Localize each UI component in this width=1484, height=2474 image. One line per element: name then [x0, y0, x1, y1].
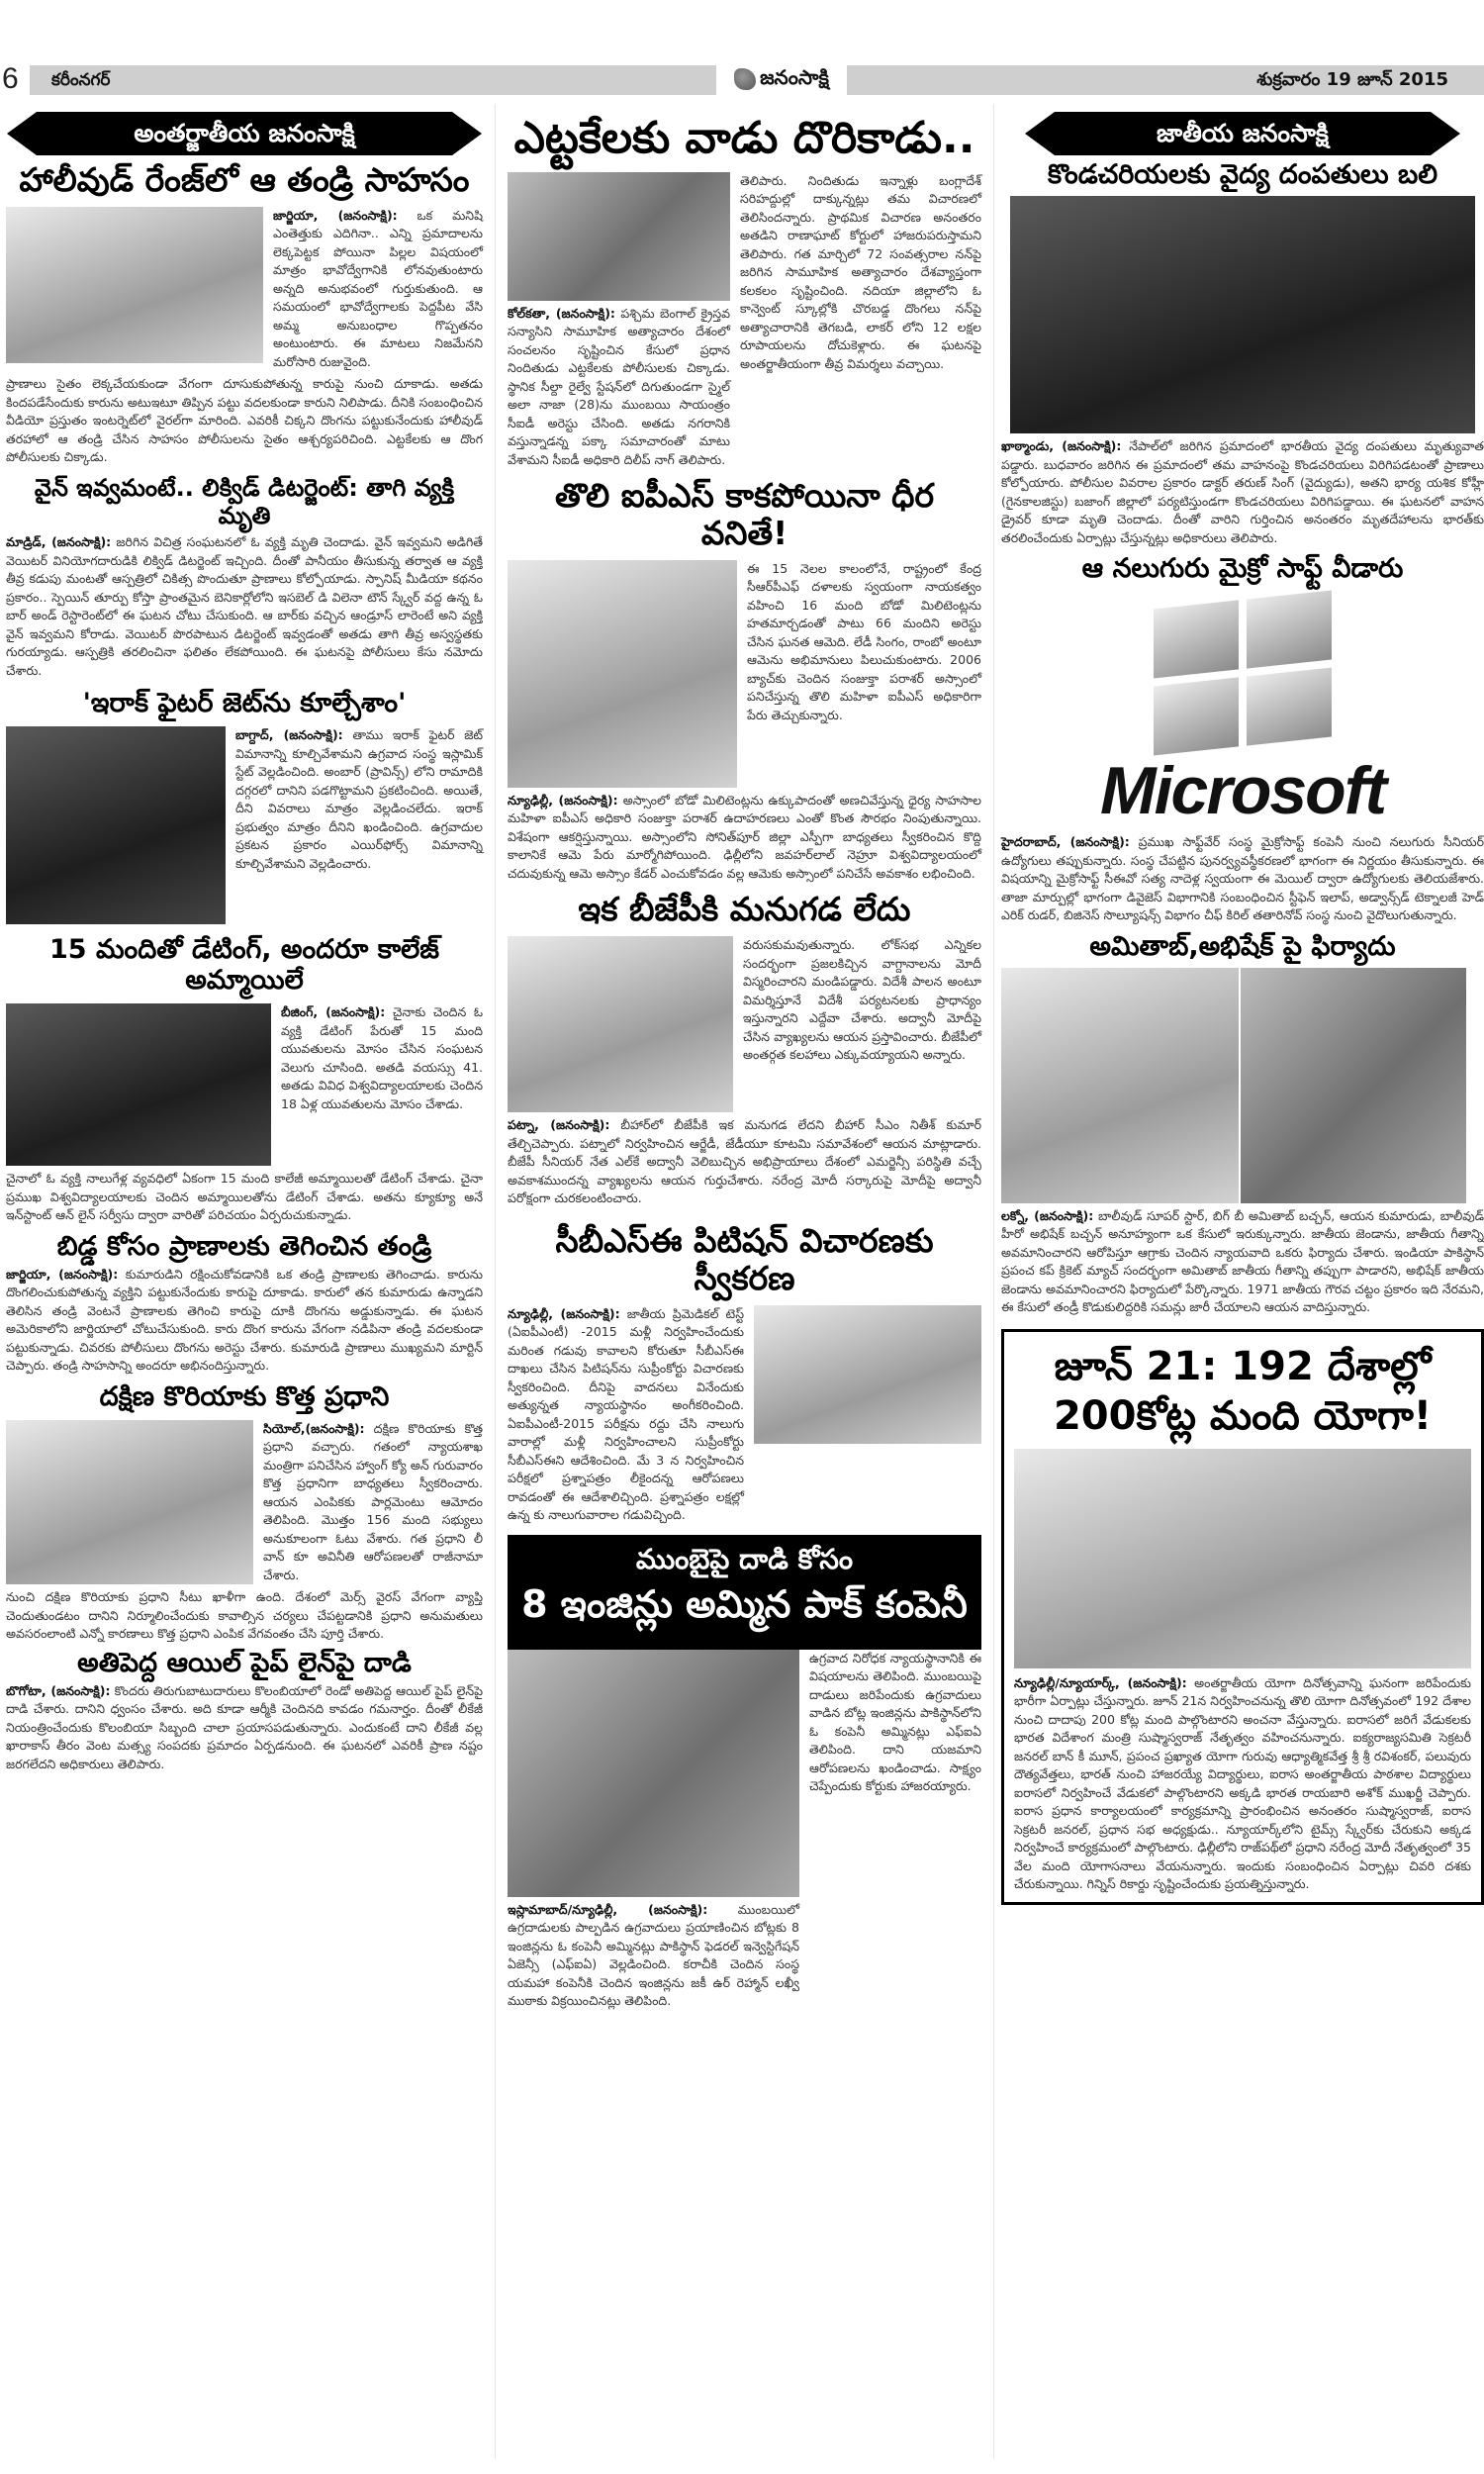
photo-nitish-kumar	[508, 936, 733, 1112]
dateline: జార్జియా, (జనంసాక్షి):	[6, 1266, 119, 1282]
article-text: తాము ఇరాక్ ఫైటర్ జెట్ విమానాన్ని కూల్చివేశామని ఉగ్రవాద సంస్థ ఇస్లామిక్ స్టేట్ వెల్లడించింది. అంబార్ (ప్రావిన్స్) లోని రామాదికి దగ్గరలో దానిని పడగొట్టామని ప్రకటించింది. అయితే, దీని వివరాలు మాత్రం వెల్లడించలేదు. ఇరాక్ ప్రభుత్వం మాత్రం దీనిని ఖండించింది. ఉగ్రవాదుల ప్రకటన ప్రకారం ఎయిర్‌ఫోర్స్ విమానాన్ని కూల్చివేశామని వెల్లడించారు.	[235, 727, 484, 871]
article-dating-15	[6, 934, 483, 1225]
photo-rajpath-yoga-prep	[1014, 1449, 1471, 1668]
article-wine-detergent	[6, 475, 483, 680]
section-banner-international: అంతర్జాతీయ జనంసాక్షి	[37, 112, 452, 155]
article-text: ఒక మనిషి ఎంతెత్తుకు ఎదిగినా.. ఎన్ని ప్రమాదాలను లెక్కపెట్టక పోయినా పిల్లల విషయంలో మాత్రం భావోద్వేగానికి లోనవుతుంటారు అన్నది అనుభవంలో గుర్తుకుతుంది. ఆ సమయంలో భావోద్వేగాలకు పెద్దపీట వేసి అమ్మ అనుబంధాల గొప్పతనం అంటుంటారు. ఈ మాటలు నిజమేనని మరోసారి రుజువైంది.	[273, 207, 483, 369]
article-text: కుమారుడిని రక్షించుకోవడానికి ఒక తండ్రి ప్రాణాలకు తెగించాడు. కారును దొంగలించుకుపోతున్న వ్యక్తిని పట్టుకునేందుకు కారుపై దూకాడు. కారులో తన కుమారుడు ఉన్నాడని తెలిసిన తండ్రి వెంటనే ప్రాణాలకు తెగించి కారుపై దూకి దొంగను అడ్డుకున్నాడు. ఈ ఘటన అమెరికాలోని జార్జియాలో చోటుచేసుకుంది. కారు దొంగ కారును వేగంగా నడిపినా తండ్రి వదలకుండా పట్టుకున్నాడు. చివరకు పోలీసులు దొంగను అరెస్టు చేశారు. కుమారుడి ప్రాణాలు ముఖ్యమని మార్టిన్ చెప్పారు. తండ్రి సాహసాన్ని అందరూ అభినందిస్తున్నారు.	[6, 1266, 483, 1374]
article-yoga-day	[1001, 1329, 1484, 1905]
article-text: ఈ 15 నెలల కాలంలోనే, రాష్ట్రంలో కేంద్ర సీఆర్‌పీఎఫ్ దళాలకు స్వయంగా నాయకత్వం వహించి 16 మంది బోడో మిలిటెంట్లను హతమార్చడంతో పాటు 66 మందిని అరెస్టు చేసిన ఘనత ఆమెది. లేడీ సింగం, రాంబో అంటూ ఆమెను అభిమానులు పిలుచుకుంటారు. 2006 బ్యాచ్‌కు చెందిన సంజుక్తా పరాశర్ అస్సాంలో పనిచేస్తున్న తొలి మహిళా ఐపీఎస్ అధికారిగా పేరు తెచ్చుకున్నారు.	[747, 560, 981, 722]
article-text: చైనాలో ఓ వ్యక్తి నాలుగేళ్ల వ్యవధిలో ఏకంగా 15 మంది కాలేజీ అమ్మాయిలతో డేటింగ్ చేశాడు. చైనా ప్రముఖ విశ్వవిద్యాలయాలకు చెందిన అమ్మాయిలతోను డేటింగ్ చేశాడు. అతను క్యూక్యూ అనే ఇన్‌స్టాంట్ ఆన్ లైన్ సర్వీసు ద్వారా వారితో పరిచయం ఏర్పరుచుకున్నాడు.	[6, 1171, 483, 1223]
article-text: ముంబయిలో ఉగ్రదాడులకు పాల్పడిన ఉగ్రవాదులు ప్రయాణించిన బోట్లకు 8 ఇంజిన్లను ఓ కంపెనీ అమ్మినట్లు పాకిస్థాన్ ఫెడరల్ ఇన్వెస్టిగేషన్ ఏజెన్సీ (ఎఫ్ఐఏ) వెల్లడించింది. కరాచీకి చెందిన సంస్థ యమహా కంపెనీకి చెందిన ఇంజిన్లను జకీ ఉర్ రెహ్మాన్ లఖ్వీ ముఠాకు విక్రయించినట్లు తెలిపింది.	[508, 1901, 799, 2009]
dateline: ఖాఠ్మాండు, (జనంసాక్షి):	[1001, 438, 1122, 454]
dateline: బొగోటా, (జనంసాక్షి):	[6, 1682, 111, 1698]
headline: అమితాబ్,అభిషేక్ పై ఫిర్యాదు	[1089, 930, 1396, 962]
headline-line-1: జూన్ 21: 192 దేశాల్లో	[1054, 1343, 1432, 1389]
headline: 'ఇరాక్ ఫైటర్ జెట్‌ను కూల్చేశాం'	[82, 688, 407, 719]
middle-column	[495, 104, 994, 2459]
page-number: 6	[2, 62, 19, 95]
headline: హాలీవుడ్ రేంజ్‌లో ఆ తండ్రి సాహసం	[19, 160, 470, 199]
edition-city: కరీంనగర్	[51, 70, 111, 90]
article-text: కొందరు తిరుగుబాటుదారులు కొలంబియాలో రెండో అతిపెద్ద ఆయిల్ పైప్ లైన్‌పై దాడి చేశారు. దానిని ధ్వంసం చేశారు. అది కూడా ఆర్మీకి చెందినది కావడం గమనార్హం. దీంతో లీకేజీ నియంత్రించేందుకు కొలంబియా సిబ్బంది చాలా ప్రయాసపడుతున్నారు. ఎందుకంటే దాని లీకేజీ వల్ల ఖారాకాస్ తీరం వెంట మత్స్య సంపదకు ప్రమాదం ఏర్పడనుంది. ఈ ఘటనలో ఎవరికీ ప్రాణ నష్టం జరగలేదని అధికారులు తెలిపారు.	[6, 1682, 483, 1771]
article-oil-pipeline	[6, 1648, 483, 1774]
article-south-korea-pm	[6, 1381, 483, 1644]
headline: ఇక బీజేపీకి మనుగడ లేదు	[578, 890, 911, 929]
article-mumbai-attack-engines	[508, 1535, 981, 2011]
photo-landslide	[1010, 196, 1475, 433]
masthead-bar-left	[30, 65, 716, 95]
dateline: మాడ్రిడ్, (జనంసాక్షి):	[6, 534, 112, 550]
article-text: ఉగ్రవాద నిరోధక న్యాయస్థానానికి ఈ విషయాలను తెలిపింది. ముంబయిపై దాడులు జరిపేందుకు ఉగ్రవాదులు వాడిన బోట్ల ఇంజిన్లను పాకిస్థాన్‌లోని ఓ కంపెనీ అమ్మినట్లు ఎఫ్ఐఏ తెలిపింది. దాని యజమాని ఆరోపణలను ఖండించాడు. సాక్ష్యం చెప్పేందుకు కోర్టుకు హాజరయ్యారు.	[809, 1650, 981, 1794]
dateline: న్యూఢిల్లీ/న్యూయార్క్, (జనంసాక్షి):	[1014, 1674, 1187, 1690]
dateline: లక్నో, (జనంసాక్షి):	[1001, 1207, 1094, 1223]
newspaper-logo	[716, 61, 847, 97]
right-column	[1001, 104, 1484, 1905]
article-text: చైనాకు చెందిన ఓ వ్యక్తి డేటింగ్ పేరుతో 15 మంది యువతులను మోసం చేసిన సంఘటన వెలుగు చూసింది. అతడి వయస్సు 41. అతడు వివిధ విశ్వవిద్యాలయాలకు చెందిన 18 ఏళ్ల యువతులను మోసం చేశాడు.	[281, 1004, 483, 1111]
article-text: ప్రముఖ సాఫ్ట్‌వేర్ సంస్థ మైక్రోసాఫ్ట్ కంపెనీ నుంచి నలుగురు సీనియర్ ఉద్యోగులు తప్పుకున్నారు. సంస్థ చేపట్టిన పునర్వ్యవస్థీకరణలో భాగంగా ఈ నిర్ణయం తీసుకున్నారు. ఈ విషయాన్ని మైక్రోసాఫ్ట్ సీఈవో సత్య నాదెళ్ల స్వయంగా ఈ మెయిల్ ద్వారా ఉద్యోగులకు తెలియజేశారు. తాజా మార్పుల్లో భాగంగా డివైజెస్ విభాగానికి సంబంధించిన స్టీఫెన్ ఇలాప్, అడ్వాన్స్‌డ్ టెక్నాలజీ హెడ్ ఎరిక్ రుడర్, బిజినెస్ సొల్యూషన్స్ విభాగం చీఫ్ కిరిల్ తతారినోవ్ సంస్థ నుంచి వైదొలుగుతున్నారు.	[1001, 834, 1484, 923]
dateline: జార్జియా, (జనంసాక్షి):	[273, 207, 398, 223]
photo-arrest	[508, 172, 730, 301]
logo-text: జనంసాక్షి	[760, 64, 829, 89]
article-cbse-petition	[508, 1222, 981, 1525]
state-map-icon	[734, 68, 756, 90]
article-landslide-doctors	[1001, 159, 1484, 547]
dateline: బీజింగ్, (జనంసాక్షి):	[281, 1004, 386, 1020]
article-iraq-fighter-jet	[6, 688, 483, 924]
article-father-risks-life	[6, 1231, 483, 1376]
headline-line-2: 8 ఇంజిన్లు అమ్మిన పాక్ కంపెనీ	[521, 1581, 968, 1626]
article-bjp-no-future	[508, 891, 981, 1207]
dateline: న్యూఢిల్లీ, (జనంసాక్షి):	[508, 792, 618, 808]
headline-box	[508, 1535, 981, 1650]
dateline: సియోల్,(జనంసాక్షి):	[263, 1420, 365, 1436]
headline-line-2: 200కోట్ల మంది యోగా!	[1053, 1392, 1433, 1439]
photo-abhishek	[1241, 968, 1466, 1203]
headline: అతిపెద్ద ఆయిల్ పైప్ లైన్‌పై దాడి	[77, 1647, 412, 1678]
headline: బిడ్డ కోసం ప్రాణాలకు తెగించిన తండ్రి	[56, 1230, 432, 1262]
photo-amitabh	[1001, 968, 1239, 1203]
photo-boy	[6, 207, 263, 363]
headline: తొలి ఐపీఎస్ కాకపోయినా ధీర వనితే!	[554, 476, 935, 553]
article-text: నుంచి దక్షిణ కొరియాకు ప్రధాని సీటు ఖాళీగా ఉంది. దేశంలో మెర్స్ వైరస్ వేగంగా వ్యాప్తి చెందుతుండటం దానిని నిర్మూలించేందుకు కావాల్సిన చర్యలు చేపట్టడానికి ప్రధాని అనుమతులు అవసరంలాంటి ఎన్నో కారణాలు కొత్త ప్రధాని ఎంపిక వేగవంతం చేసి పూర్తి చేశారు.	[6, 1589, 483, 1642]
article-text: బాలీవుడ్ సూపర్ స్టార్, బిగ్ బీ అమితాబ్ బచ్చన్, ఆయన కుమారుడు, బాలీవుడ్ హీరో అభిషేక్ బచ్చన్ అనూహ్యంగా ఒక కేసులో ఇరుక్కున్నారు. జాతీయ జెండాను, జాతీయ గీతాన్ని అవమానించారని ఆరోపిస్తూ ఆగ్రాకు చెందిన న్యాయవాది ఒకరు ఫిర్యాదు చేశారు. ఇండియా పాకిస్థాన్ ప్రపంచ కప్ క్రికెట్ మ్యాచ్ సందర్భంగా అమితాబ్ జాతీయ గీతాన్ని తప్పుగా పాడారని, అభిషేక్ జాతీయ జెండాను అవమానించారని ఫిర్యాదులో పేర్కొన్నారు. 1971 జాతీయ గౌరవ చట్టం ప్రకారం ఇది నేరమని, ఈ కేసులో తండ్రీ కొడుకులిద్దరికి సమన్లు జారీ చేయాలని ఆయన వాదిస్తున్నారు.	[1001, 1207, 1484, 1315]
photo-hearts-couple	[6, 1003, 271, 1166]
dateline: హైదరాబాద్, (జనంసాక్షి):	[1001, 834, 1130, 850]
windows-flag-icon	[1154, 591, 1332, 756]
headline: వైన్ ఇవ్వమంటే.. లిక్విడ్ డిటర్జెంట్: తాగి వ్యక్తి మృతి	[34, 473, 455, 529]
photo-ips-officer	[508, 560, 737, 788]
microsoft-wordmark: Microsoft	[1100, 753, 1385, 829]
article-text: పశ్చిమ బెంగాల్ క్రైస్తవ సన్యాసిని సామూహిక అత్యాచారం దేశంలో సంచలనం సృష్టించిన కేసులో ప్రధాన నిందితుడు ఎట్టకేలకు పోలీసులకు చిక్కాడు. స్థానిక సీల్దా రైల్వే స్టేషన్‌లో దిగుతుండగా స్మైల్ అలా నాజా (28)ను ముంబయి సాయంత్రం సీఐడీ అరెస్టు చేసింది. అతడు నగరానికి వస్తున్నాడన్న పక్కా సమాచారంతో మాటు వేశామని సీఐడీ అధికారి దిలీప్ నాగ్ తెలిపారు.	[508, 305, 730, 467]
article-text: నేపాల్‌లో జరిగిన ప్రమాదంలో భారతీయ వైద్య దంపతులు మృత్యువాత పడ్డారు. బుధవారం జరిగిన ఈ ప్రమాదంలో తమ వాహనంపై కొండచరియలు విరిగిపడటంతో ప్రాణాలు కోల్పోయారు. పోలీసుల వివరాల ప్రకారం డాక్టర్ తరుణ్ సింగ్ (వైద్యుడు), అతని భార్య యశిక కోహ్లీ (గైనకాలజిస్టు) బజాంగ్ జిల్లాలో పర్యటిస్తుండగా కొండచరియలు విరిగిపడ్డాయి. ఈ ఘటనలో వాహన డ్రైవర్ కూడా మృతి చెందాడు. దీంతో వారిని గుర్తించిన అనంతరం మృతదేహాలను భారత్‌కు తరలించేందుకు ఏర్పాట్లు చేస్తున్నట్లు అధికారులు తెలిపారు.	[1001, 438, 1484, 545]
microsoft-logo	[1001, 584, 1484, 829]
article-ips-woman	[508, 477, 981, 883]
headline: దక్షిణ కొరియాకు కొత్త ప్రధాని	[99, 1380, 390, 1412]
article-text: తెలిపారు. నిందితుడు ఇన్నాళ్లు బంగ్లాదేశ్ సరిహద్దుల్లో దాక్కున్నట్లు తమ విచారణలో తెలిసిందన్నారు. ప్రాథమిక విచారణ అనంతరం అతడిని రాణాఘాట్ కోర్టులో హాజరుపరుస్తామని తెలిపారు. గత మార్చిలో 72 సంవత్సరాల నన్‌పై జరిగిన సామూహిక అత్యాచారం దేశవ్యాప్తంగా కలకలం సృష్టించింది. నదియా జిల్లాలోని ఓ కాన్వెంట్ స్కూల్లోకి చొరబడ్డ దొంగలు నన్‌పై అత్యాచారానికి తెగబడి, లాకర్ లోని 12 లక్షల రూపాయలను దోచుకెళ్లారు. ఈ ఘటనపై అంతర్జాతీయంగా తీవ్ర విమర్శలు వచ్చాయి.	[740, 172, 981, 371]
dateline: బాగ్దాద్, (జనంసాక్షి):	[235, 727, 343, 743]
left-column	[6, 104, 483, 1773]
headline: సీబీఎస్ఈ పిటిషన్ విచారణకు స్వీకరణ	[555, 1220, 934, 1297]
article-hollywood-father	[6, 161, 483, 467]
article-text: ప్రాణాలు సైతం లెక్కచేయకుండా వేగంగా దూసుకుపోతున్న కారుపై నుంచి దూకాడు. అతడు కిందపడేసేందుకు కారును అటుఇటూ తిప్పిన పట్టు వదలకుండా కారుని నిలిపాడు. దీనికి సంబంధించిన వీడియో ప్రస్తుతం ఇంటర్నెట్‌లో వైరల్‌గా మారింది. ఎవరికీ చిక్కని దొంగను పట్టుకునేందుకు హాలీవుడ్ తరహాలో ఆ తండ్రి చేసిన సాహసం పోలీసులను సైతం ఆశ్చర్యపరిచింది. ఎట్టకేలకు ఆ దొంగ పోలీసులకు చిక్కాడు.	[6, 376, 483, 465]
article-finally-caught	[508, 114, 981, 469]
article-text: బీహార్‌లో బీజేపీకి ఇక మనుగడ లేదని బీహార్ సీఎం నితీశ్ కుమార్ తేల్చిచెప్పారు. పట్నాలో నిర్వహించిన ఆర్జేడీ, జేడీయూ కూటమి సమావేశంలో ఆయన మాట్లాడారు. బీజేపీ సీనియర్ నేత ఎల్‌కే అద్వానీ వెలిబుచ్చిన అభిప్రాయాలు దేశంలో ఎమర్జెన్సీ పరిస్థితి వచ్చే అవకాశముందన్న వ్యాఖ్యలను ఆయన గుర్తుచేశారు. నరేంద్ర మోదీ సర్కారుపై మోదీపై అద్వానీ పరోక్షంగా చురకలంటించారు.	[508, 1117, 981, 1206]
masthead	[0, 61, 1484, 97]
headline: ఆ నలుగురు మైక్రో సాఫ్ట్ వీడారు	[1081, 553, 1404, 585]
article-amitabh-abhishek	[1001, 931, 1484, 1317]
article-text: జాతీయ ప్రిమెడికల్ టెస్ట్ (ఏఐపీఎంటీ) -2015 మళ్లీ నిర్వహించేందుకు మరింత గడువు కావాలని కోరుతూ సీబీఎస్ఈ దాఖలు చేసిన పిటిషన్‌ను సుప్రీంకోర్టు విచారణకు స్వీకరించింది. దీనిపై వాదనలు వినేందుకు అత్యున్నత న్యాయస్థానం అంగీకరించింది. ఏఐపీఎంటీ-2015 పరీక్షను రద్దు చేసి నాలుగు వారాల్లో మళ్లీ నిర్వహించాలని సుప్రీంకోర్టు సీబీఎస్ఈని ఆదేశించింది. మే 3 న నిర్వహించిన పరీక్షలో ప్రశ్నాపత్రం లీకైందన్న ఆరోపణలు రావడంతో ఈ ఆదేశాలిచ్చింది. ప్రశ్నాపత్రం లక్షల్లో ఉన్న కు నాలుగువారాల గడువిచ్చింది.	[508, 1305, 744, 1523]
photo-supreme-court	[754, 1305, 981, 1444]
issue-date: శుక్రవారం 19 జూన్ 2015	[1256, 69, 1448, 90]
dateline: పట్నా, (జనంసాక్షి):	[508, 1117, 610, 1133]
dateline: న్యూఢిల్లీ, (జనంసాక్షి):	[508, 1305, 620, 1321]
article-text: అంతర్జాతీయ యోగా దినోత్సవాన్ని ఘనంగా జరిపేందుకు భారీగా ఏర్పాట్లు చేస్తున్నారు. జూన్ 21న నిర్వహించనున్న తొలి యోగా దినోత్సవంలో 192 దేశాల నుంచి దాదాపు 200 కోట్ల మంది పాల్గొంటారని అంచనా వేస్తున్నారు. ఐరాసలో జరిగే వేడుకలకు భారత విదేశాంగ మంత్రి సుష్మాస్వరాజ్ నేతృత్వం వహించనున్నారు. ఐక్యరాజ్యసమితి సెక్రటరీ జనరల్ బాన్ కీ మూన్, ప్రపంచ ప్రఖ్యాత యోగా గురువు ఆధ్యాత్మికవేత్త శ్రీ శ్రీ రవిశంకర్, పలువురు దౌత్యవేత్తలు, భారత్ నుంచి హాజరయ్యే విద్యార్థులు, ఐరాస అంతర్జాతీయ పాఠశాల విద్యార్థులు ఐరాసలో నిర్వహించే వేడుకలో పాల్గొంటారని అక్కడి భారత రాయబారి అశోక్ ముఖర్జీ చెప్పారు. ఐరాస ప్రధాన కార్యాలయంలో కార్యక్రమాన్ని ప్రారంభించిన అనంతరం సుష్మాస్వరాజ్, ఐరాస సెక్రటరీ జనరల్, ప్రధాన సభ అధ్యక్షుడు.. న్యూయార్క్‌లోని టైమ్స్ స్క్వేర్‌కు చేరుకుని అక్కడ నిర్వహించే కార్యక్రమంలో పాల్గొంటారు. ఢిల్లీలోని రాజ్‌పథ్‌లో ప్రధాని నరేంద్ర మోదీ నేతృత్వంలో 35 వేల మంది యోగాసనాలు వేయనున్నారు. ఇందుకు సంబంధించిన ఏర్పాట్లు చివరి దశకు చేరుకున్నాయి. గిన్నిస్ రికార్డు సృష్టించేందుకు ప్రయత్నిస్తున్నారు.	[1014, 1674, 1471, 1892]
dateline: ఇస్లామాబాద్/న్యూఢిల్లీ, (జనంసాక్షి):	[508, 1901, 708, 1917]
dateline: కోల్‌కతా, (జనంసాక్షి):	[508, 305, 615, 321]
article-text: అస్సాంలో బోడో మిలిటెంట్లను ఉక్కుపాదంతో అణచివేస్తున్న ధైర్య సాహసాల మహిళా ఐపీఎస్ అధికారి సంజుక్తా పరాశర్ ఉదాహరణలు ఎంతో కొంత సౌరభం నింపుతున్నాయి. విశేషంగా ఆకర్షిస్తున్నాయి. అస్సాంలోని సోనిత్‌పూర్ జిల్లా ఎస్పీగా బాధ్యతలు స్వీకరించిన కొద్ది కాలానికే ఆమె పేరు మార్మోగిపోయింది. ఢిల్లీలోని జవహర్‌లాల్ నెహ్రూ విశ్వవిద్యాలయంలో చదువుకున్న ఆమె అస్సాం కేడర్ ఎంచుకోవడం వల్ల ఆమెకు అస్సాంలో పనిచేసే అవకాశం లభించింది.	[508, 792, 981, 881]
section-banner-national: జాతీయ జనంసాక్షి	[1055, 112, 1431, 155]
article-text: వరుసకుమవుతున్నారు. లోక్‌సభ ఎన్నికల సందర్భంగా ప్రజలకిచ్చిన వాగ్దానాలను మోదీ విస్మరించారని మండిపడ్డారు. విదేశీ పాలన అంటూ విమర్శిస్తూనే విదేశీ పర్యటనలకు ప్రాధాన్యం ఇస్తున్నారని ఎద్దేవా చేశారు. అద్వానీ మోదీపై చేసిన వ్యాఖ్యలను ఆయన ప్రస్తావించారు. బీజేపీలో అంతర్గత కలహాలు ఎక్కువయ్యాయని అన్నారు.	[743, 937, 981, 1063]
photo-militants	[6, 726, 226, 924]
article-microsoft-executives	[1001, 553, 1484, 925]
headline: ఎట్టకేలకు వాడు దొరికాడు..	[513, 113, 975, 163]
headline: 15 మందితో డేటింగ్, అందరూ కాలేజ్ అమ్మాయిలే	[48, 934, 440, 997]
headline-line-1: ముంబైపై దాడి కోసం	[635, 1542, 854, 1575]
photo-taj-hotel-fire	[508, 1650, 799, 1897]
headline: కొండచరియలకు వైద్య దంపతులు బలి	[1048, 159, 1438, 190]
article-text: జరిగిన విచిత్ర సంఘటనలో ఓ వ్యక్తి మృతి చెందాడు. వైన్ ఇవ్వమని అడిగితే వెయిటర్ వినియోగదారుడికి లిక్విడ్ డిటర్జెంట్ ఇచ్చింది. దీంతో పానీయం తీసుకున్న తర్వాత ఆ వ్యక్తి తీవ్ర కడుపు మంటతో ఆస్పత్రిలో చికిత్స పొందుతూ ప్రాణాలు కోల్పోయాడు. స్పానిష్ మీడియా కథనం ప్రకారం.. స్పెయిన్ తూర్పు కోస్తా ప్రాంతమైన బెనికార్లోలోని ఇసబెల్ డి విలెనా టౌన్ స్క్వేర్ వద్ద ఉన్న ఓ బార్ అండ్ రెస్టారెంట్‌లో ఈ ఘటన చోటు చేసుకుంది. ఆ బార్‌కు వచ్చిన ఆండ్రూస్ లారెంటే అని వ్యక్తి వైన్ ఇవ్వమని కోరాడు. వెయిటర్ పొరపాటున డిటర్జెంట్ ఇవ్వడంతో అతడు తాగి తీవ్ర అస్వస్థతకు గురయ్యాడు. ఆస్పత్రికి తరలించినా ఫలితం లేకపోయింది. ఈ ఘటనపై పోలీసులు కేసు నమోదు చేశారు.	[6, 534, 483, 678]
article-text: దక్షిణ కొరియాకు కొత్త ప్రధాని వచ్చారు. గతంలో న్యాయశాఖ మంత్రిగా పనిచేసిన హ్వాంగ్ క్యో అన్ గురువారం కొత్త ప్రధానిగా బాధ్యతలు స్వీకరించారు. ఆయన ఎంపికకు పార్లమెంటు ఆమోదం తెలిపింది. మొత్తం 156 మంది సభ్యులు అనుకూలంగా ఓటు వేశారు. గత ప్రధాని లీ వాన్ కూ అవినీతి ఆరోపణలతో రాజీనామా చేశారు.	[263, 1420, 483, 1582]
photo-korea-pm	[6, 1420, 253, 1584]
